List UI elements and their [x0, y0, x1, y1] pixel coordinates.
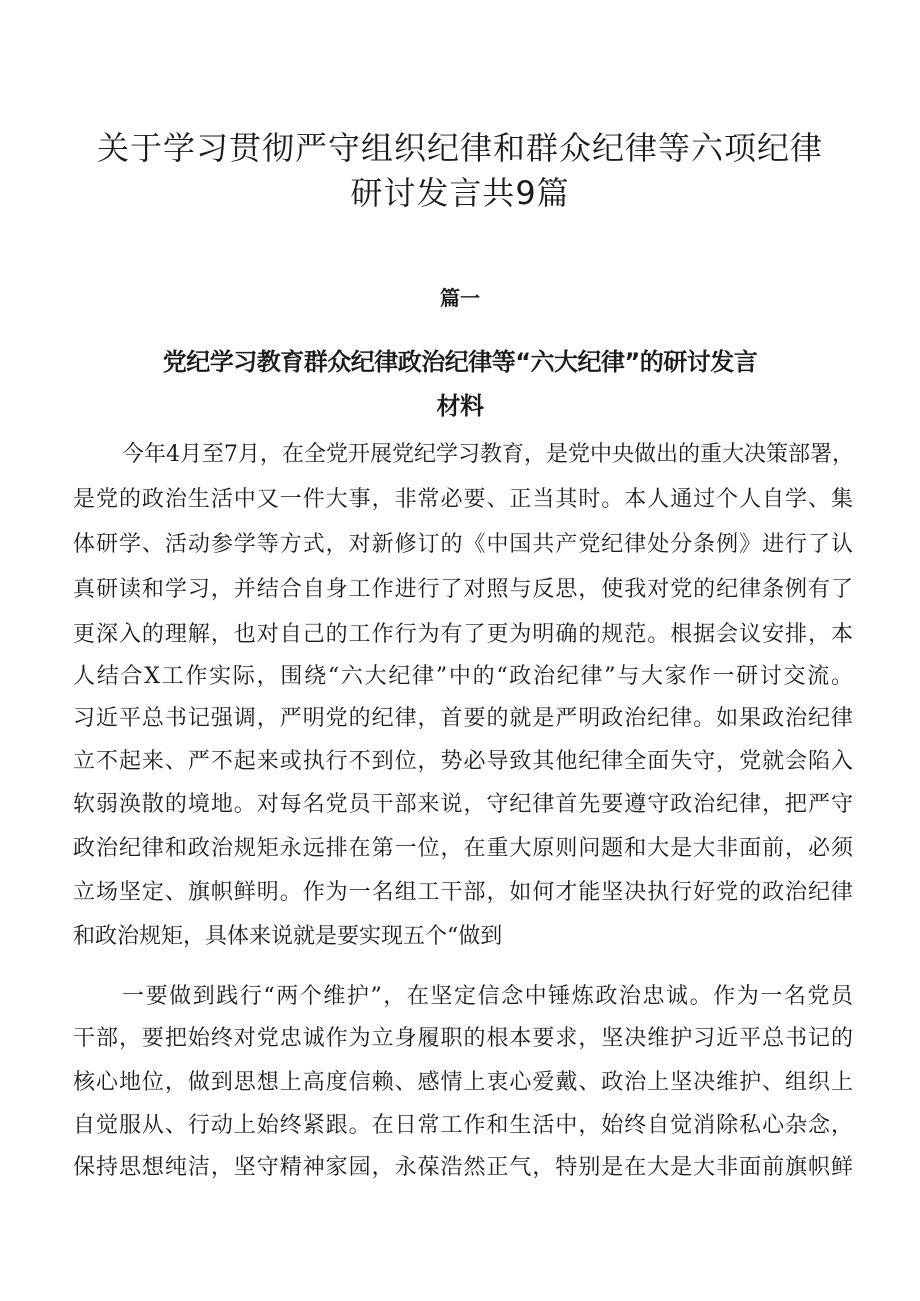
paragraph-line: 今年4月至7月，在全党开展党纪学习教育，是党中央做出的重大决策部署，	[122, 442, 854, 467]
paragraph-line: 人结合X工作实际，围绕“六大纪律”中的“政治纪律”与大家作一研讨交流。	[73, 664, 853, 689]
paragraph-line: 体研学、活动参学等方式，对新修订的《中国共产党纪律处分条例》进行了认	[73, 532, 853, 557]
document-title-line-1: 关于学习贯彻严守组织纪律和群众纪律等六项纪律	[96, 129, 823, 167]
paragraph-line: 政治纪律和政治规矩永远排在第一位，在重大原则问题和大是大非面前，必须	[73, 836, 853, 861]
section-heading-line-1: 党纪学习教育群众纪律政治纪律等“六大纪律”的研讨发言	[162, 348, 758, 376]
paragraph-line: 习近平总书记强调，严明党的纪律，首要的就是严明政治纪律。如果政治纪律	[73, 706, 853, 731]
paragraph-line: 保持思想纯洁，坚守精神家园，永葆浩然正气，特别是在大是大非面前旗帜鲜	[73, 1155, 853, 1180]
paragraph-line: 软弱涣散的境地。对每名党员干部来说，守纪律首先要遵守政治纪律，把严守	[73, 792, 853, 817]
paragraph-line: 自觉服从、行动上始终紧跟。在日常工作和生活中，始终自觉消除私心杂念，	[73, 1113, 853, 1138]
paragraph-line: 干部，要把始终对党忠诚作为立身履职的根本要求，坚决维护习近平总书记的	[73, 1026, 853, 1051]
paragraph-line: 一要做到践行“两个维护”，在坚定信念中锤炼政治忠诚。作为一名党员	[122, 984, 853, 1009]
paragraph-line: 真研读和学习，并结合自身工作进行了对照与反思，使我对党的纪律条例有了	[73, 577, 853, 602]
document-title-line-2: 研讨发言共9篇	[350, 174, 570, 212]
paragraph-line: 是党的政治生活中又一件大事，非常必要、正当其时。本人通过个人自学、集	[73, 487, 853, 512]
paragraph-line: 和政治规矩，具体来说就是要实现五个“做到	[73, 924, 503, 949]
paragraph-line: 立场坚定、旗帜鲜明。作为一名组工干部，如何才能坚决执行好党的政治纪律	[73, 880, 853, 905]
paragraph-line: 更深入的理解，也对自己的工作行为有了更为明确的规范。根据会议安排，本	[73, 622, 853, 647]
section-heading-line-2: 材料	[436, 392, 484, 420]
paragraph-line: 核心地位，做到思想上高度信赖、感情上衷心爱戴、政治上坚决维护、组织上	[73, 1070, 853, 1095]
section-label: 篇一	[440, 286, 480, 310]
paragraph-line: 立不起来、严不起来或执行不到位，势必导致其他纪律全面失守，党就会陷入	[73, 749, 853, 774]
